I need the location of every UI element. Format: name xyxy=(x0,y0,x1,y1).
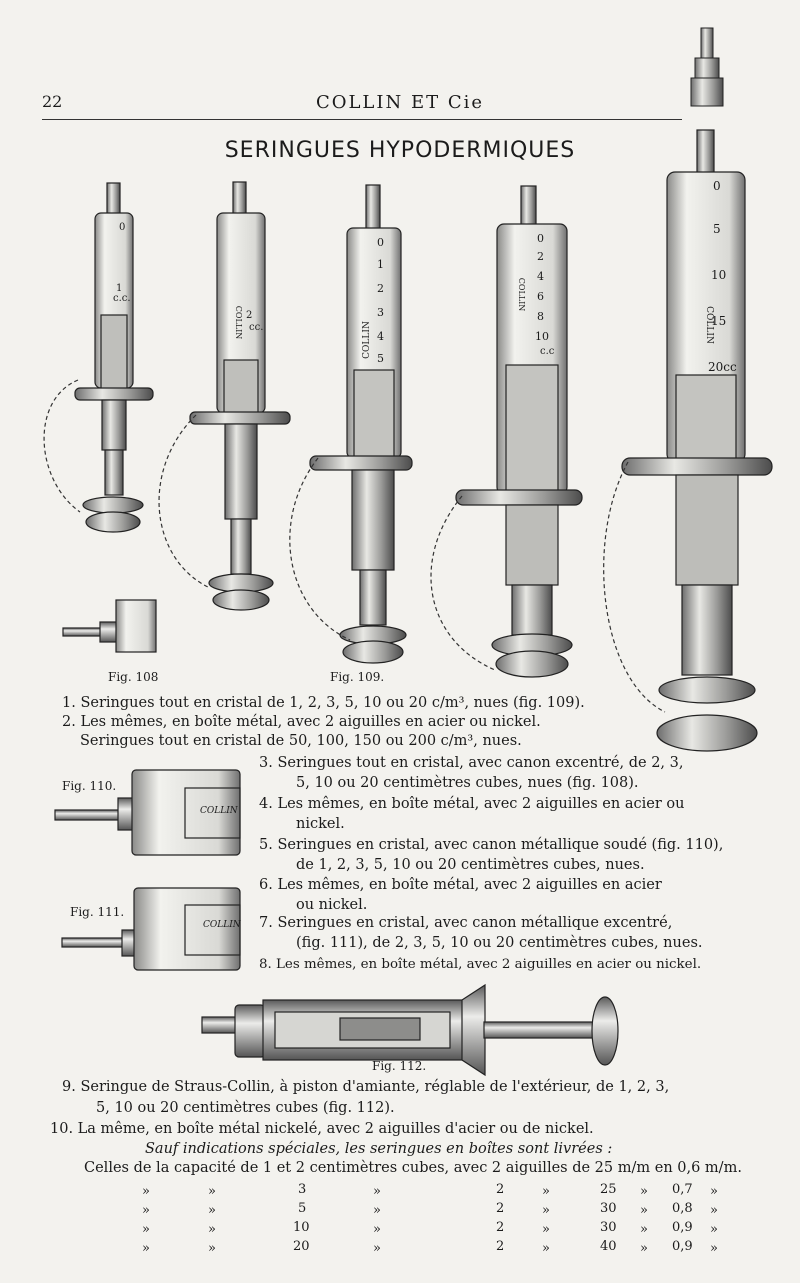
ditto-mark: » xyxy=(208,1222,216,1237)
item-3-cont: 5, 10 ou 20 centimètres cubes, nues (fig. 108). xyxy=(296,775,639,791)
syringe-2-brand: COLLIN xyxy=(234,305,244,340)
item-6-cont: ou nickel. xyxy=(296,897,368,913)
fig111-caption: Fig. 111. xyxy=(70,905,125,919)
note-line-1: Celles de la capacité de 1 et 2 centimètres cubes, avec 2 aiguilles de 25 m/m en 0,6 m/m. xyxy=(84,1160,742,1176)
item-1: 1. Seringues tout en cristal de 1, 2, 3, 5, 10 ou 20 c/m³, nues (fig. 109). xyxy=(62,695,585,711)
table-needles: 2 xyxy=(496,1201,505,1216)
table-capacity: 5 xyxy=(298,1201,307,1216)
ditto-mark: » xyxy=(542,1222,550,1237)
table-capacity: 10 xyxy=(293,1220,310,1235)
ditto-mark: » xyxy=(208,1184,216,1199)
table-gauge: 0,9 xyxy=(672,1220,693,1235)
table-needles: 2 xyxy=(496,1220,505,1235)
syringe-4-mark-10: 10 xyxy=(535,330,549,343)
ditto-mark: » xyxy=(142,1203,150,1218)
fig112-caption: Fig. 112. xyxy=(372,1059,427,1073)
ditto-mark: » xyxy=(142,1241,150,1256)
table-gauge: 0,8 xyxy=(672,1201,693,1216)
ditto-mark: » xyxy=(710,1241,718,1256)
table-capacity: 20 xyxy=(293,1239,310,1254)
ditto-mark: » xyxy=(542,1241,550,1256)
syringe-4-mark-4: 4 xyxy=(537,270,544,283)
syringe-3-mark-5: 5 xyxy=(377,352,384,365)
table-length: 30 xyxy=(600,1201,617,1216)
item-2: 2. Les mêmes, en boîte métal, avec 2 aiguilles en acier ou nickel. xyxy=(62,714,541,730)
syringe-5-brand: COLLIN xyxy=(703,306,714,344)
ditto-mark: » xyxy=(142,1184,150,1199)
ditto-mark: » xyxy=(710,1203,718,1218)
ditto-mark: » xyxy=(542,1184,550,1199)
syringe-1-mark-0: 0 xyxy=(119,222,126,233)
syringe-3-mark-3: 3 xyxy=(377,306,384,319)
syringe-3-mark-4: 4 xyxy=(377,330,384,343)
syringe-1-mark-1: 1 xyxy=(116,283,123,294)
syringe-5-mark-0: 0 xyxy=(713,179,721,193)
item-6: 6. Les mêmes, en boîte métal, avec 2 aiguilles en acier xyxy=(259,877,662,893)
item-4: 4. Les mêmes, en boîte métal, avec 2 aiguilles en acier ou xyxy=(259,796,685,812)
item-8: 8. Les mêmes, en boîte métal, avec 2 aiguilles en acier ou nickel. xyxy=(259,957,702,972)
ditto-mark: » xyxy=(373,1184,381,1199)
table-needles: 2 xyxy=(496,1239,505,1254)
item-9-cont: 5, 10 ou 20 centimètres cubes (fig. 112). xyxy=(96,1100,395,1116)
section-title: SERINGUES HYPODERMIQUES xyxy=(224,138,576,163)
ditto-mark: » xyxy=(373,1241,381,1256)
syringe-3-mark-0: 0 xyxy=(377,236,384,249)
syringe-4-mark-8: 8 xyxy=(537,310,544,323)
note-heading: Sauf indications spéciales, les seringues en boîtes sont livrées : xyxy=(145,1141,613,1157)
item-4-cont: nickel. xyxy=(296,816,345,832)
table-needles: 2 xyxy=(496,1182,505,1197)
item-7: 7. Seringues en cristal, avec canon métallique excentré, xyxy=(259,915,673,931)
item-5-cont: de 1, 2, 3, 5, 10 ou 20 centimètres cubes, nues. xyxy=(296,857,645,873)
table-length: 30 xyxy=(600,1220,617,1235)
syringe-4-unit: c.c xyxy=(540,346,555,357)
syringe-5-mark-5: 5 xyxy=(713,222,721,236)
ditto-mark: » xyxy=(208,1203,216,1218)
syringe-3-mark-1: 1 xyxy=(377,258,384,271)
syringe-5-mark-20: 20cc xyxy=(708,360,737,374)
fig110-brand: COLLIN xyxy=(200,806,238,816)
ditto-mark: » xyxy=(142,1222,150,1237)
syringe-2-mark-2: 2 xyxy=(246,310,253,321)
fig108-caption: Fig. 108 xyxy=(108,670,159,684)
table-gauge: 0,9 xyxy=(672,1239,693,1254)
running-header: COLLIN ET Cie xyxy=(315,92,485,113)
ditto-mark: » xyxy=(640,1241,648,1256)
item-3: 3. Seringues tout en cristal, avec canon excentré, de 2, 3, xyxy=(259,755,684,771)
item-2-extra: Seringues tout en cristal de 50, 100, 150 ou 200 c/m³, nues. xyxy=(80,733,522,749)
fig111-brand: COLLIN xyxy=(203,920,241,930)
table-length: 25 xyxy=(600,1182,617,1197)
ditto-mark: » xyxy=(640,1203,648,1218)
ditto-mark: » xyxy=(710,1222,718,1237)
ditto-mark: » xyxy=(208,1241,216,1256)
ditto-mark: » xyxy=(710,1184,718,1199)
table-capacity: 3 xyxy=(298,1182,307,1197)
syringe-4-mark-2: 2 xyxy=(537,250,544,263)
syringe-4-mark-6: 6 xyxy=(537,290,544,303)
fig110-caption: Fig. 110. xyxy=(62,779,117,793)
syringe-2-unit: cc. xyxy=(249,322,264,333)
item-7-cont: (fig. 111), de 2, 3, 5, 10 ou 20 centimètres cubes, nues. xyxy=(296,935,703,951)
syringe-5-mark-15: 15 xyxy=(711,314,727,328)
syringe-3-brand: COLLIN xyxy=(361,321,372,359)
ditto-mark: » xyxy=(373,1222,381,1237)
item-10: 10. La même, en boîte métal nickelé, avec 2 aiguilles d'acier ou de nickel. xyxy=(50,1121,594,1137)
syringe-5-mark-10: 10 xyxy=(711,268,727,282)
ditto-mark: » xyxy=(640,1222,648,1237)
syringe-4-brand: COLLIN xyxy=(517,277,527,312)
ditto-mark: » xyxy=(373,1203,381,1218)
fig109-caption: Fig. 109. xyxy=(330,670,385,684)
syringe-1-unit: c.c. xyxy=(113,293,131,304)
syringe-4-mark-0: 0 xyxy=(537,232,544,245)
table-length: 40 xyxy=(600,1239,617,1254)
table-gauge: 0,7 xyxy=(672,1182,693,1197)
item-5: 5. Seringues en cristal, avec canon métallique soudé (fig. 110), xyxy=(259,837,724,853)
ditto-mark: » xyxy=(542,1203,550,1218)
ditto-mark: » xyxy=(640,1184,648,1199)
item-9: 9. Seringue de Straus-Collin, à piston d'amiante, réglable de l'extérieur, de 1, 2, 3, xyxy=(62,1079,670,1095)
page-number: 22 xyxy=(42,92,63,111)
syringe-3-mark-2: 2 xyxy=(377,282,384,295)
